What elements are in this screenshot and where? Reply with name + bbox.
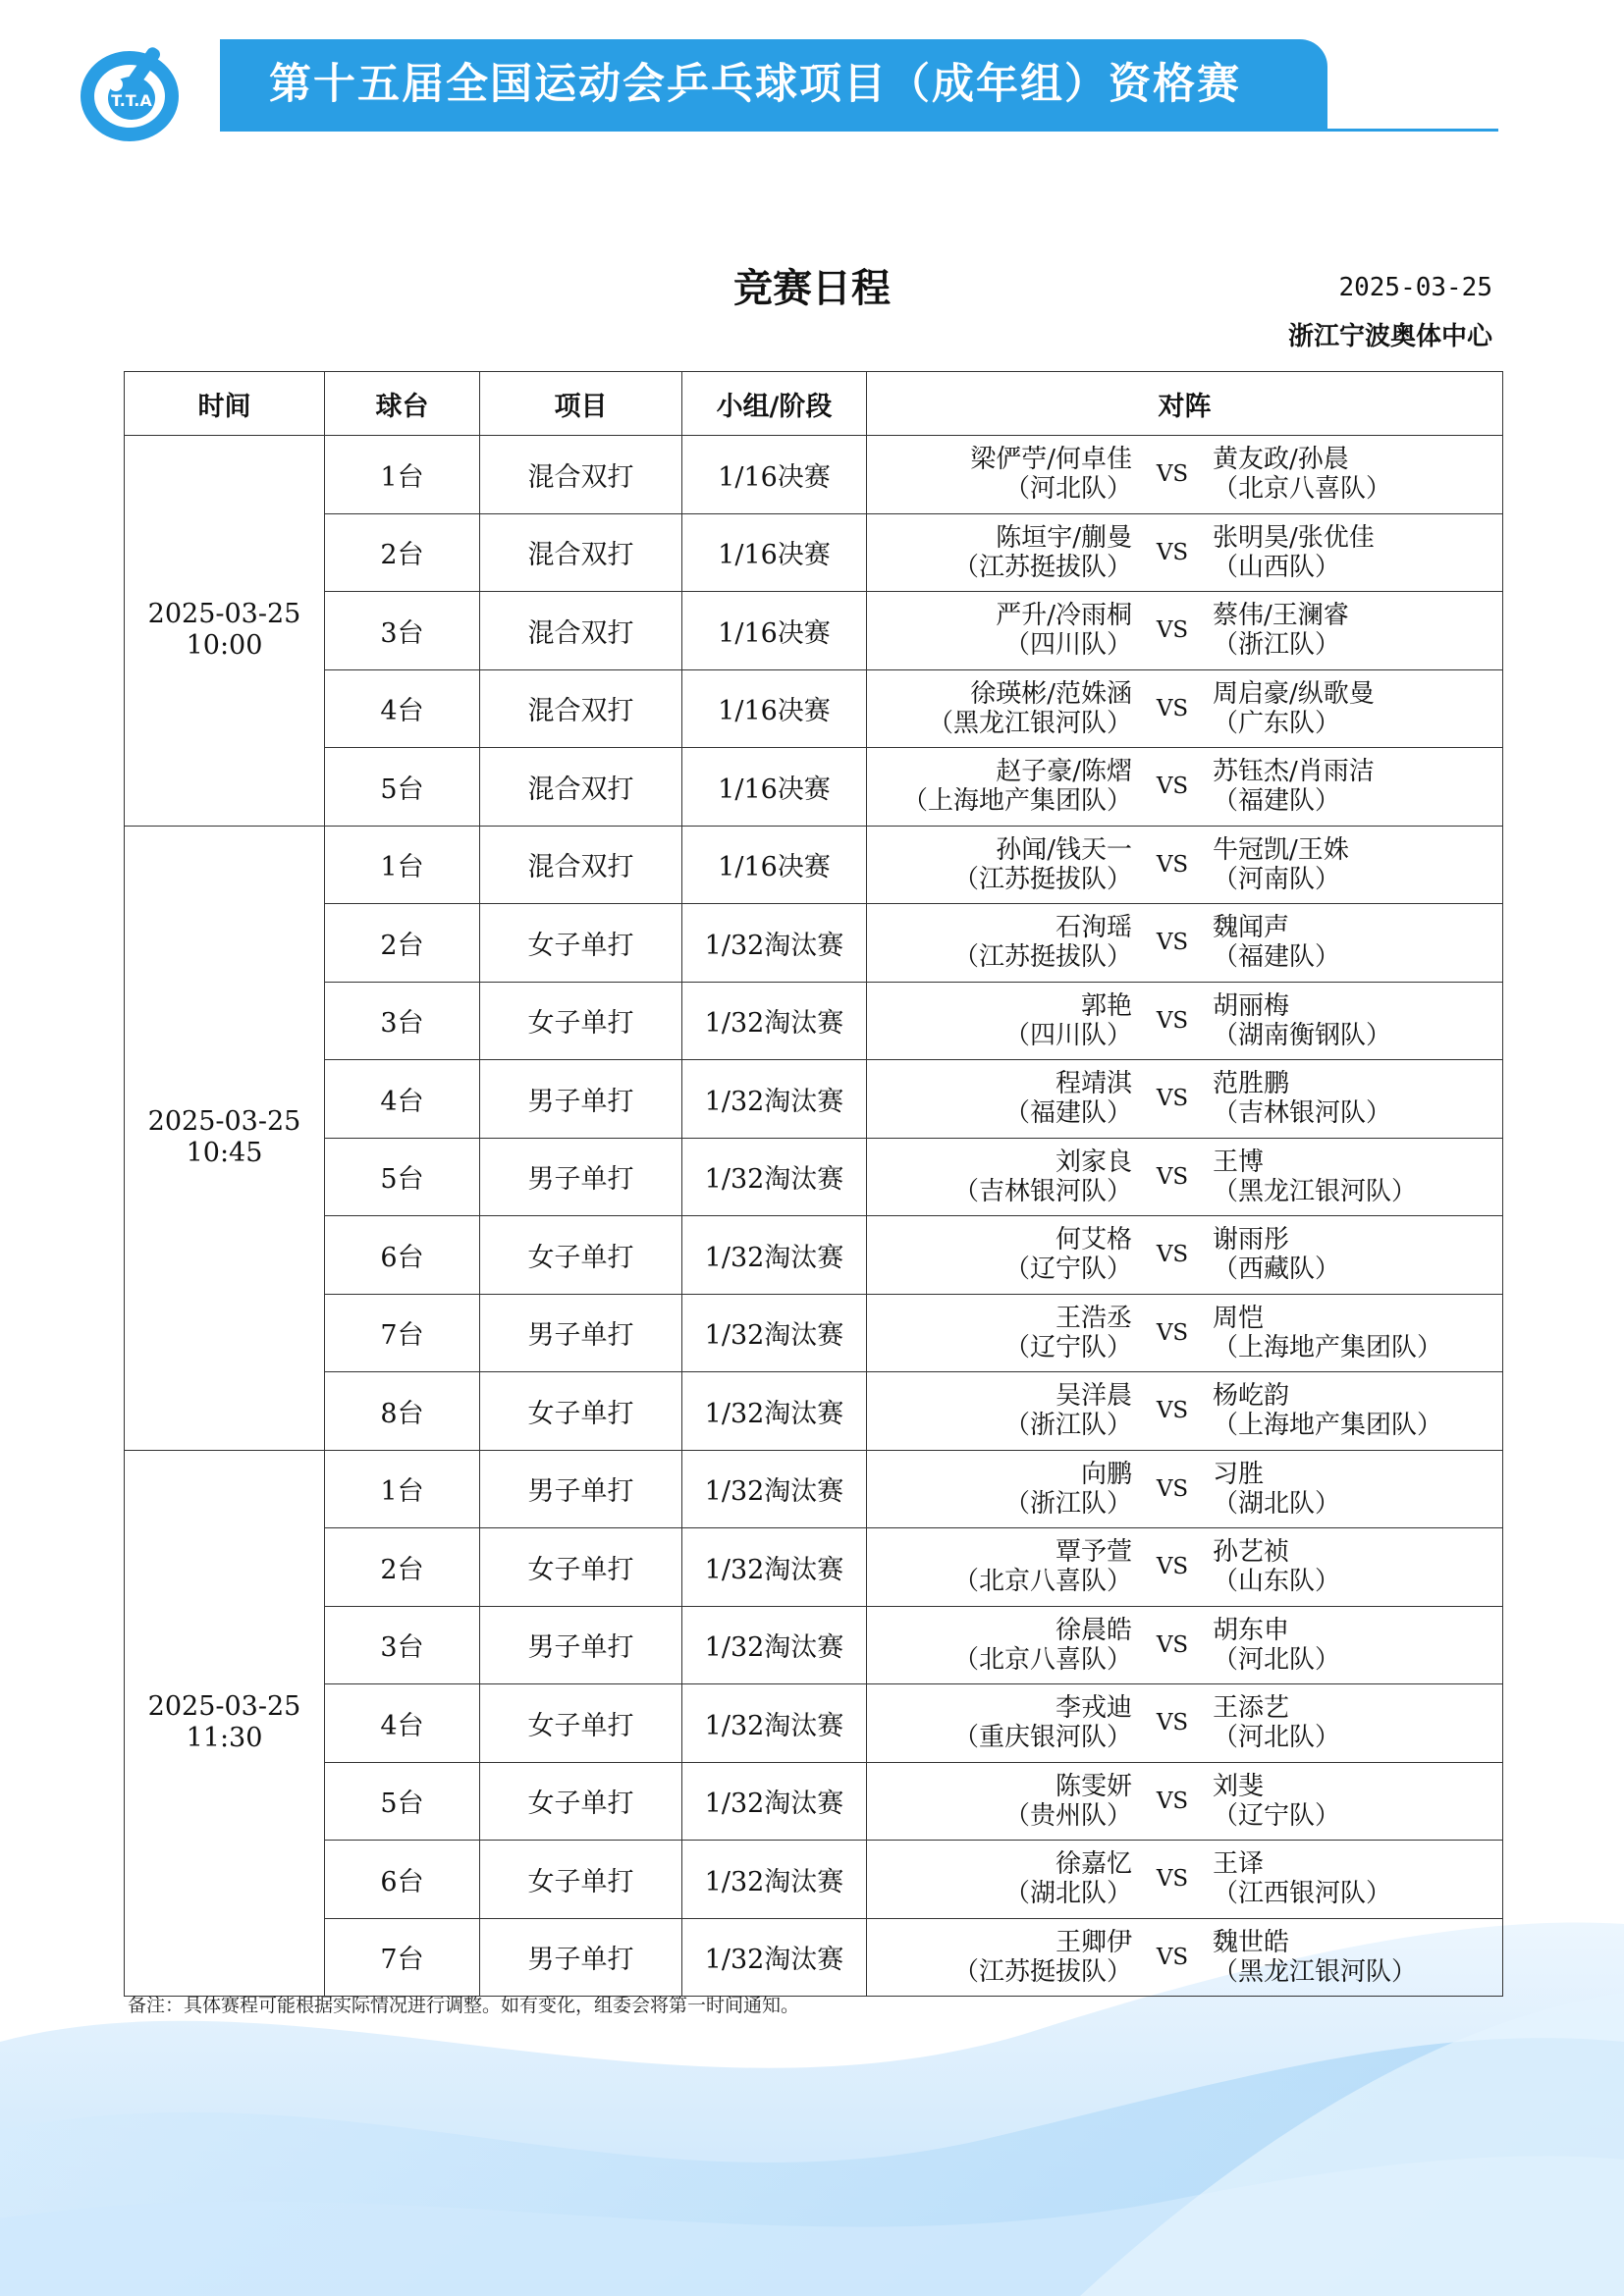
player-b-name: 魏世皓	[1213, 1927, 1290, 1957]
stage-cell: 1/32淘汰赛	[682, 1138, 867, 1216]
player-b	[1213, 523, 1502, 582]
matchup-cell	[867, 748, 1503, 827]
player-b-name: 牛冠凯/王姝	[1213, 834, 1349, 865]
player-b	[1213, 679, 1502, 738]
table-number-cell: 2台	[325, 1528, 480, 1607]
player-b-name: 孙艺祯	[1213, 1537, 1290, 1568]
event-cell: 男子单打	[480, 1606, 682, 1684]
event-cell: 混合双打	[480, 436, 682, 514]
table-row	[125, 904, 1503, 983]
player-a	[867, 601, 1132, 660]
table-number-cell: 2台	[325, 904, 480, 983]
player-b-team: （浙江队）	[1213, 630, 1341, 661]
player-a-team: （福建队）	[1003, 1098, 1132, 1129]
table-row	[125, 1138, 1503, 1216]
header-time: 时间	[125, 372, 325, 436]
stage-cell: 1/32淘汰赛	[682, 1372, 867, 1451]
matchup-cell	[867, 1528, 1503, 1607]
player-a	[867, 1225, 1132, 1284]
session-time-cell	[125, 1450, 325, 1997]
player-a-name: 徐瑛彬/范姝涵	[970, 678, 1132, 709]
matchup-cell	[867, 982, 1503, 1060]
player-a-name: 徐嘉忆	[1055, 1849, 1132, 1880]
matchup-cell	[867, 1918, 1503, 1997]
player-b	[1213, 1381, 1502, 1440]
stage-cell: 1/32淘汰赛	[682, 1684, 867, 1763]
event-cell: 男子单打	[480, 1138, 682, 1216]
player-b-team: （上海地产集团队）	[1213, 1411, 1443, 1441]
table-row	[125, 1762, 1503, 1841]
table-number-cell: 4台	[325, 1060, 480, 1139]
player-a-team: （四川队）	[1003, 630, 1132, 661]
event-cell: 男子单打	[480, 1294, 682, 1372]
table-number-cell: 2台	[325, 513, 480, 592]
table-number-cell: 7台	[325, 1918, 480, 1997]
header-matchup: 对阵	[867, 372, 1503, 436]
player-b-name: 胡东申	[1213, 1615, 1290, 1645]
player-b	[1213, 445, 1502, 504]
vs-label: VS	[1156, 930, 1189, 956]
vs-label: VS	[1156, 1007, 1189, 1034]
vs-label: VS	[1156, 1242, 1189, 1268]
table-row	[125, 592, 1503, 670]
stage-cell: 1/16决赛	[682, 669, 867, 748]
matchup-cell	[867, 1060, 1503, 1139]
player-b	[1213, 1772, 1502, 1831]
vs-label: VS	[1156, 461, 1189, 488]
stage-cell: 1/32淘汰赛	[682, 1762, 867, 1841]
player-a-name: 覃予萱	[1055, 1537, 1132, 1568]
header-event: 项目	[480, 372, 682, 436]
player-b-team: （河北队）	[1213, 1644, 1341, 1675]
player-b-team: （北京八喜队）	[1213, 474, 1392, 505]
player-b-name: 黄友政/孙晨	[1213, 445, 1349, 475]
matchup-cell	[867, 436, 1503, 514]
stage-cell: 1/32淘汰赛	[682, 1841, 867, 1919]
vs-label: VS	[1156, 695, 1189, 721]
player-b	[1213, 1148, 1502, 1206]
table-row	[125, 1294, 1503, 1372]
table-row	[125, 1918, 1503, 1997]
stage-cell: 1/16决赛	[682, 436, 867, 514]
player-b-team: （上海地产集团队）	[1213, 1332, 1443, 1362]
vs-label: VS	[1156, 1631, 1189, 1658]
player-a-team: （上海地产集团队）	[901, 786, 1132, 817]
player-a	[867, 835, 1132, 894]
event-cell: 混合双打	[480, 513, 682, 592]
player-a-team: （河北队）	[1003, 474, 1132, 505]
schedule-body	[125, 436, 1503, 1997]
table-header-row	[125, 372, 1503, 436]
stage-cell: 1/32淘汰赛	[682, 1918, 867, 1997]
matchup-cell	[867, 1372, 1503, 1451]
vs-label: VS	[1156, 1944, 1189, 1970]
player-b-team: （黑龙江银河队）	[1213, 1176, 1418, 1206]
session-date: 2025-03-25	[147, 1691, 301, 1723]
event-cell: 男子单打	[480, 1450, 682, 1528]
matchup-cell	[867, 1684, 1503, 1763]
session-date: 2025-03-25	[147, 599, 301, 630]
player-a-name: 徐晨皓	[1055, 1615, 1132, 1645]
player-a-team: （江苏挺拔队）	[952, 864, 1132, 894]
player-b-team: （湖南衡钢队）	[1213, 1020, 1392, 1050]
table-number-cell: 6台	[325, 1216, 480, 1295]
table-number-cell: 3台	[325, 1606, 480, 1684]
player-a	[867, 1460, 1132, 1519]
player-a	[867, 991, 1132, 1050]
event-cell: 女子单打	[480, 982, 682, 1060]
matchup-cell	[867, 1606, 1503, 1684]
vs-label: VS	[1156, 1866, 1189, 1893]
header-banner	[220, 39, 1327, 130]
player-a-name: 郭艳	[1080, 990, 1132, 1021]
player-b	[1213, 991, 1502, 1050]
player-a	[867, 1381, 1132, 1440]
event-cell: 混合双打	[480, 669, 682, 748]
player-a	[867, 913, 1132, 972]
player-b-team: （山东队）	[1213, 1567, 1341, 1597]
table-row	[125, 826, 1503, 904]
player-b	[1213, 1460, 1502, 1519]
player-a	[867, 1849, 1132, 1908]
player-b-name: 蔡伟/王澜睿	[1213, 601, 1349, 631]
table-row	[125, 1606, 1503, 1684]
vs-label: VS	[1156, 1554, 1189, 1580]
player-b-team: （湖北队）	[1213, 1488, 1341, 1519]
player-b-name: 周恺	[1213, 1303, 1265, 1333]
matchup-cell	[867, 1294, 1503, 1372]
player-a-name: 何艾格	[1055, 1225, 1132, 1255]
session-time: 10:45	[186, 1138, 263, 1168]
matchup-cell	[867, 1762, 1503, 1841]
player-a-name: 石洵瑶	[1055, 913, 1132, 943]
stage-cell: 1/16决赛	[682, 826, 867, 904]
player-b	[1213, 1849, 1502, 1908]
vs-label: VS	[1156, 1086, 1189, 1112]
player-b-name: 周启豪/纵歌曼	[1213, 678, 1375, 709]
player-a-team: （江苏挺拔队）	[952, 1956, 1132, 1987]
player-a-team: （湖北队）	[1003, 1879, 1132, 1909]
table-number-cell: 3台	[325, 592, 480, 670]
matchup-cell	[867, 826, 1503, 904]
footnote: 备注：具体赛程可能根据实际情况进行调整。如有变化，组委会将第一时间通知。	[128, 1995, 800, 2016]
player-b-name: 谢雨彤	[1213, 1225, 1290, 1255]
player-a-name: 王卿伊	[1055, 1927, 1132, 1957]
matchup-cell	[867, 1841, 1503, 1919]
player-a	[867, 757, 1132, 816]
player-b-team: （福建队）	[1213, 786, 1341, 817]
matchup-cell	[867, 1450, 1503, 1528]
stage-cell: 1/32淘汰赛	[682, 982, 867, 1060]
matchup-cell	[867, 1216, 1503, 1295]
player-a-team: （江苏挺拔队）	[952, 552, 1132, 582]
player-a	[867, 1616, 1132, 1675]
player-a-name: 李戎迪	[1055, 1693, 1132, 1724]
event-cell: 女子单打	[480, 1684, 682, 1763]
table-row	[125, 1216, 1503, 1295]
event-cell: 男子单打	[480, 1918, 682, 1997]
player-b	[1213, 601, 1502, 660]
player-b-name: 王博	[1213, 1147, 1265, 1177]
table-number-cell: 3台	[325, 982, 480, 1060]
stage-cell: 1/32淘汰赛	[682, 904, 867, 983]
player-a-name: 刘家良	[1055, 1147, 1132, 1177]
stage-cell: 1/16决赛	[682, 748, 867, 827]
table-number-cell: 6台	[325, 1841, 480, 1919]
player-b-team: （吉林银河队）	[1213, 1098, 1392, 1129]
player-b	[1213, 1069, 1502, 1128]
player-a	[867, 1928, 1132, 1987]
matchup-cell	[867, 904, 1503, 983]
vs-label: VS	[1156, 1710, 1189, 1736]
player-a-name: 陈雯妍	[1055, 1771, 1132, 1801]
vs-label: VS	[1156, 1163, 1189, 1190]
player-a	[867, 1693, 1132, 1752]
vs-label: VS	[1156, 617, 1189, 644]
player-a-team: （江苏挺拔队）	[952, 942, 1132, 973]
player-a	[867, 1148, 1132, 1206]
player-b	[1213, 1928, 1502, 1987]
table-row	[125, 1528, 1503, 1607]
player-b	[1213, 757, 1502, 816]
player-b-name: 王译	[1213, 1849, 1265, 1880]
header-underline	[220, 129, 1498, 132]
matchup-cell	[867, 1138, 1503, 1216]
player-b-name: 范胜鹏	[1213, 1069, 1290, 1099]
player-a-name: 陈垣宇/蒯曼	[996, 522, 1132, 553]
player-a-name: 程靖淇	[1055, 1069, 1132, 1099]
player-b-name: 习胜	[1213, 1459, 1265, 1489]
table-number-cell: 4台	[325, 1684, 480, 1763]
player-b-team: （广东队）	[1213, 708, 1341, 738]
player-a-team: （贵州队）	[1003, 1800, 1132, 1831]
player-a-name: 孙闻/钱天一	[996, 834, 1132, 865]
table-row	[125, 1450, 1503, 1528]
schedule-table	[124, 371, 1503, 1997]
table-row	[125, 1372, 1503, 1451]
vs-label: VS	[1156, 1788, 1189, 1814]
stage-cell: 1/32淘汰赛	[682, 1216, 867, 1295]
event-cell: 女子单打	[480, 1841, 682, 1919]
player-a-name: 向鹏	[1080, 1459, 1132, 1489]
event-cell: 混合双打	[480, 748, 682, 827]
session-time-cell	[125, 826, 325, 1450]
player-a-team: （北京八喜队）	[952, 1644, 1132, 1675]
event-cell: 女子单打	[480, 1372, 682, 1451]
player-b-name: 魏闻声	[1213, 913, 1290, 943]
matchup-cell	[867, 513, 1503, 592]
player-a	[867, 523, 1132, 582]
document-venue: 浙江宁波奥体中心	[1287, 322, 1492, 351]
player-b	[1213, 1693, 1502, 1752]
table-row	[125, 748, 1503, 827]
svg-text:T.T.A: T.T.A	[111, 91, 152, 110]
player-b	[1213, 1616, 1502, 1675]
player-a	[867, 1069, 1132, 1128]
vs-label: VS	[1156, 851, 1189, 878]
table-row	[125, 669, 1503, 748]
player-a	[867, 1304, 1132, 1362]
player-a-team: （吉林银河队）	[952, 1176, 1132, 1206]
player-a-team: （北京八喜队）	[952, 1567, 1132, 1597]
vs-label: VS	[1156, 539, 1189, 565]
player-b-name: 杨屹韵	[1213, 1381, 1290, 1412]
table-row	[125, 436, 1503, 514]
stage-cell: 1/32淘汰赛	[682, 1528, 867, 1607]
event-cell: 男子单打	[480, 1060, 682, 1139]
table-tennis-logo-icon	[79, 41, 189, 145]
player-a	[867, 445, 1132, 504]
matchup-cell	[867, 592, 1503, 670]
player-a-team: （四川队）	[1003, 1020, 1132, 1050]
player-a-name: 吴洋晨	[1055, 1381, 1132, 1412]
banner-title: 第十五届全国运动会乒乓球项目（成年组）资格赛	[269, 60, 1241, 109]
player-b	[1213, 913, 1502, 972]
player-b-team: （辽宁队）	[1213, 1800, 1341, 1831]
table-number-cell: 8台	[325, 1372, 480, 1451]
stage-cell: 1/16决赛	[682, 513, 867, 592]
session-time: 11:30	[186, 1723, 263, 1754]
table-number-cell: 1台	[325, 826, 480, 904]
player-a	[867, 679, 1132, 738]
player-b-team: （山西队）	[1213, 552, 1341, 582]
player-a-team: （辽宁队）	[1003, 1255, 1132, 1285]
vs-label: VS	[1156, 1475, 1189, 1502]
event-cell: 女子单打	[480, 1216, 682, 1295]
player-b-team: （黑龙江银河队）	[1213, 1956, 1418, 1987]
player-a-team: （重庆银河队）	[952, 1723, 1132, 1753]
matchup-cell	[867, 669, 1503, 748]
player-a-team: （辽宁队）	[1003, 1332, 1132, 1362]
player-a	[867, 1537, 1132, 1596]
player-a-name: 赵子豪/陈熠	[996, 757, 1132, 787]
player-a-team: （浙江队）	[1003, 1411, 1132, 1441]
header-table: 球台	[325, 372, 480, 436]
event-cell: 女子单打	[480, 1528, 682, 1607]
stage-cell: 1/32淘汰赛	[682, 1606, 867, 1684]
stage-cell: 1/32淘汰赛	[682, 1294, 867, 1372]
stage-cell: 1/32淘汰赛	[682, 1450, 867, 1528]
table-number-cell: 5台	[325, 1762, 480, 1841]
table-number-cell: 7台	[325, 1294, 480, 1372]
table-number-cell: 5台	[325, 1138, 480, 1216]
vs-label: VS	[1156, 1398, 1189, 1424]
player-b-team: （河南队）	[1213, 864, 1341, 894]
player-b-team: （福建队）	[1213, 942, 1341, 973]
player-b-team: （西藏队）	[1213, 1255, 1341, 1285]
event-cell: 混合双打	[480, 592, 682, 670]
player-b	[1213, 1304, 1502, 1362]
stage-cell: 1/16决赛	[682, 592, 867, 670]
player-b-name: 刘斐	[1213, 1771, 1265, 1801]
player-b-name: 苏钰杰/肖雨洁	[1213, 757, 1375, 787]
player-a-name: 王浩丞	[1055, 1303, 1132, 1333]
table-number-cell: 4台	[325, 669, 480, 748]
player-b	[1213, 1225, 1502, 1284]
event-cell: 女子单打	[480, 1762, 682, 1841]
table-row	[125, 1841, 1503, 1919]
player-a-team: （浙江队）	[1003, 1488, 1132, 1519]
player-b-name: 王添艺	[1213, 1693, 1290, 1724]
player-b-team: （江西银河队）	[1213, 1879, 1392, 1909]
header-stage: 小组/阶段	[682, 372, 867, 436]
player-b-name: 张明昊/张优佳	[1213, 522, 1375, 553]
session-date: 2025-03-25	[147, 1106, 301, 1137]
table-number-cell: 1台	[325, 1450, 480, 1528]
player-b-team: （河北队）	[1213, 1723, 1341, 1753]
session-time: 10:00	[186, 630, 263, 662]
session-time-cell	[125, 436, 325, 827]
event-cell: 混合双打	[480, 826, 682, 904]
player-a-name: 严升/冷雨桐	[996, 601, 1132, 631]
event-cell: 女子单打	[480, 904, 682, 983]
player-a-team: （黑龙江银河队）	[927, 708, 1132, 738]
vs-label: VS	[1156, 774, 1189, 800]
document-date: 2025-03-25	[1338, 273, 1492, 302]
table-row	[125, 982, 1503, 1060]
player-b-name: 胡丽梅	[1213, 990, 1290, 1021]
player-a	[867, 1772, 1132, 1831]
table-number-cell: 5台	[325, 748, 480, 827]
stage-cell: 1/32淘汰赛	[682, 1060, 867, 1139]
table-row	[125, 513, 1503, 592]
table-number-cell: 1台	[325, 436, 480, 514]
vs-label: VS	[1156, 1319, 1189, 1346]
player-a-name: 梁俨苧/何卓佳	[970, 445, 1132, 475]
document-title: 竞赛日程	[733, 266, 891, 311]
player-b	[1213, 1537, 1502, 1596]
player-b	[1213, 835, 1502, 894]
table-row	[125, 1060, 1503, 1139]
table-row	[125, 1684, 1503, 1763]
